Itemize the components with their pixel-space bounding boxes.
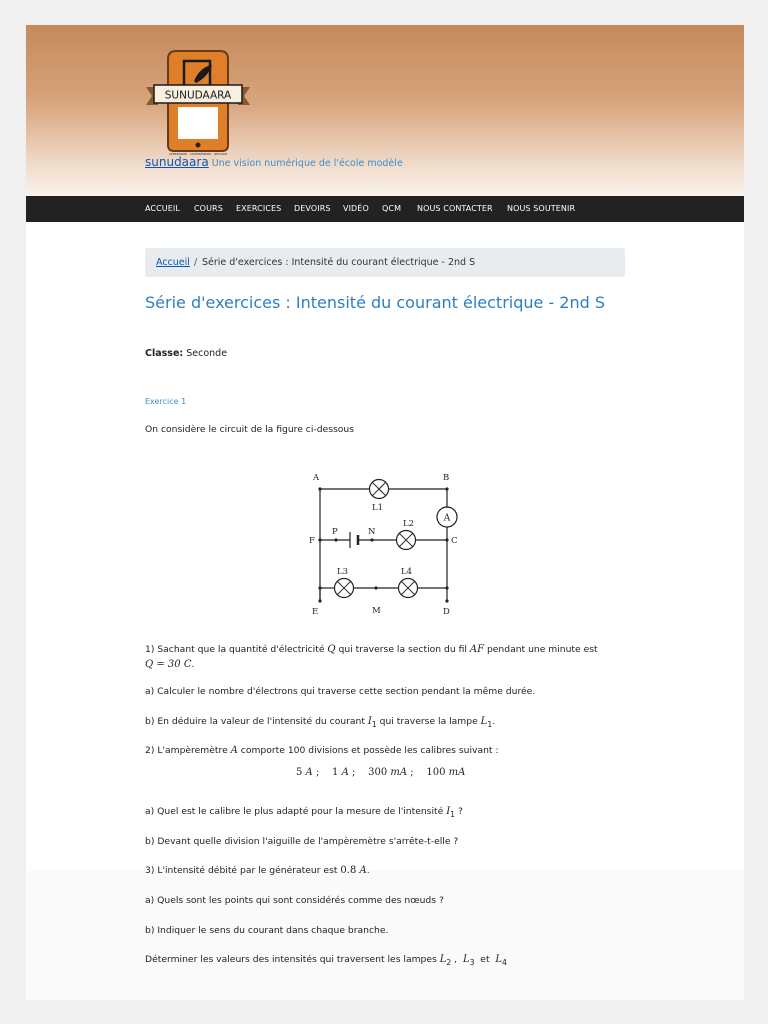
nav-exercices[interactable]: EXERCICES bbox=[236, 204, 282, 213]
node-label-a: A bbox=[313, 473, 320, 483]
q1b-math-i: I bbox=[367, 716, 372, 727]
q2-math-a: A bbox=[230, 745, 238, 756]
breadcrumb-current: Série d'exercices : Intensité du courant électrique - 2nd S bbox=[202, 257, 476, 268]
node-label-b: B bbox=[443, 473, 450, 483]
logo-slogan: APPRENDRE · COMPRENDRE · REUSSIR bbox=[168, 152, 228, 156]
breadcrumb bbox=[145, 248, 625, 277]
main-nav bbox=[26, 196, 744, 222]
classe-line bbox=[145, 348, 227, 359]
question-3 bbox=[145, 865, 370, 876]
q1b-text-3: . bbox=[492, 716, 496, 727]
question-3a: a) Quels sont les points qui sont considérés comme des nœuds ? bbox=[145, 895, 444, 906]
ammeter-label: A bbox=[443, 513, 451, 524]
node-label-f: F bbox=[309, 536, 315, 546]
node-label-p: P bbox=[332, 527, 338, 537]
lamp-l3 bbox=[335, 579, 354, 598]
q2a-sub-1: 1 bbox=[450, 809, 456, 819]
nav-devoirs[interactable]: DEVOIRS bbox=[294, 204, 331, 213]
lamp-label-l3: L3 bbox=[337, 567, 349, 577]
q1b-text-2: qui traverse la lampe bbox=[376, 716, 481, 727]
circuit-diagram bbox=[306, 468, 466, 617]
q1b-text-1: b) En déduire la valeur de l'intensité du courant bbox=[145, 716, 368, 727]
nav-cours[interactable]: COURS bbox=[194, 204, 223, 213]
sunudaara-logo[interactable] bbox=[144, 47, 252, 155]
q3c-math-l4: L bbox=[495, 954, 503, 965]
intro-text: On considère le circuit de la figure ci-dessous bbox=[145, 424, 355, 435]
q3c-math-l2: L bbox=[439, 954, 447, 965]
calibre-sep-2: ; bbox=[348, 767, 369, 778]
question-1b bbox=[145, 716, 495, 729]
page-title: Série d'exercices : Intensité du courant électrique - 2nd S bbox=[145, 293, 606, 312]
calibre-sep-1: ; bbox=[312, 767, 333, 778]
nav-qcm[interactable]: QCM bbox=[382, 204, 402, 213]
q1-text-2: qui traverse la section du fil bbox=[335, 644, 470, 655]
lamp-label-l4: L4 bbox=[401, 567, 413, 577]
q1-text-4: . bbox=[191, 659, 195, 670]
lamp-l1 bbox=[370, 480, 389, 499]
lamp-label-l1: L1 bbox=[372, 503, 384, 513]
lamp-l2 bbox=[397, 531, 416, 550]
calibre-3-unit: mA bbox=[390, 767, 408, 778]
q3-math-value: 0.8 bbox=[340, 865, 360, 876]
calibre-3-value: 300 bbox=[368, 767, 391, 778]
q1-math-value: Q = 30 C bbox=[145, 659, 192, 670]
q3-text-2: . bbox=[366, 865, 370, 876]
node-label-m: M bbox=[372, 606, 381, 616]
q3c-sub-3: 3 bbox=[469, 957, 475, 967]
q3c-text-1: Déterminer les valeurs des intensités qui traversent les lampes bbox=[145, 954, 440, 965]
calibre-1-unit: A bbox=[305, 767, 313, 778]
q3c-text-3: et bbox=[474, 954, 496, 965]
q1-math-af: AF bbox=[469, 644, 485, 655]
node-label-n: N bbox=[368, 527, 376, 537]
lamp-label-l2: L2 bbox=[403, 519, 415, 529]
calibre-2-value: 1 bbox=[332, 767, 342, 778]
nav-nous-contacter[interactable]: NOUS CONTACTER bbox=[417, 204, 493, 213]
node-label-d: D bbox=[443, 607, 450, 617]
node-label-c: C bbox=[451, 536, 458, 546]
breadcrumb-home-link[interactable]: Accueil bbox=[156, 257, 190, 268]
q1-math-q: Q bbox=[327, 644, 336, 655]
q1b-math-l: L bbox=[480, 716, 488, 727]
q2a-text-2: ? bbox=[455, 806, 463, 817]
site-name-link[interactable]: sunudaara bbox=[145, 155, 209, 169]
breadcrumb-separator: / bbox=[194, 257, 198, 268]
classe-value: Seconde bbox=[186, 348, 228, 359]
page bbox=[26, 25, 744, 1000]
ammeter bbox=[437, 507, 457, 527]
nav-video[interactable]: VIDÉO bbox=[343, 204, 369, 213]
q3-text-1: 3) L'intensité débité par le générateur est bbox=[145, 865, 341, 876]
q3-math-unit: A bbox=[359, 865, 367, 876]
logo-text: SUNUDAARA bbox=[164, 89, 232, 102]
q1b-sub-1: 1 bbox=[371, 719, 377, 729]
question-1 bbox=[145, 642, 625, 672]
node-label-e: E bbox=[312, 607, 319, 617]
lamp-l4 bbox=[399, 579, 418, 598]
q3c-text-2: , bbox=[451, 954, 463, 965]
q1-text-1: 1) Sachant que la quantité d'électricité bbox=[145, 644, 328, 655]
q3c-math-l3: L bbox=[462, 954, 470, 965]
nav-nous-soutenir[interactable]: NOUS SOUTENIR bbox=[507, 204, 576, 213]
calibre-2-unit: A bbox=[341, 767, 349, 778]
nav-accueil[interactable]: ACCUEIL bbox=[145, 204, 180, 213]
exercise-heading: Exercice 1 bbox=[145, 397, 187, 406]
question-3b: b) Indiquer le sens du courant dans chaque branche. bbox=[145, 925, 389, 936]
question-3c bbox=[145, 954, 507, 967]
site-tagline: Une vision numérique de l'école modèle bbox=[211, 158, 403, 169]
calibre-1-value: 5 bbox=[296, 767, 306, 778]
question-2b: b) Devant quelle division l'aiguille de l'ampèremètre s'arrête-t-elle ? bbox=[145, 836, 459, 847]
q3c-sub-2: 2 bbox=[446, 957, 452, 967]
q2a-math-i: I bbox=[446, 806, 451, 817]
q1-text-3: pendant une minute est bbox=[484, 644, 598, 655]
calibre-4-unit: mA bbox=[448, 767, 466, 778]
site-brand-line bbox=[145, 155, 403, 169]
site-header bbox=[26, 25, 744, 196]
question-2a bbox=[145, 806, 463, 819]
calibre-sep-3: ; bbox=[407, 767, 427, 778]
question-1a: a) Calculer le nombre d'électrons qui traverse cette section pendant la même durée. bbox=[145, 686, 536, 697]
calibres-list bbox=[296, 767, 465, 778]
calibre-4-value: 100 bbox=[426, 767, 449, 778]
q3c-sub-4: 4 bbox=[502, 957, 507, 967]
question-2 bbox=[145, 745, 499, 756]
q2a-text-1: a) Quel est le calibre le plus adapté pour la mesure de l'intensité bbox=[145, 806, 447, 817]
q1b-sub-2: 1 bbox=[487, 719, 493, 729]
classe-label: Classe: bbox=[145, 348, 184, 359]
q2-text-2: comporte 100 divisions et possède les calibres suivant : bbox=[237, 745, 499, 756]
q2-text-1: 2) L'ampèremètre bbox=[145, 745, 231, 756]
